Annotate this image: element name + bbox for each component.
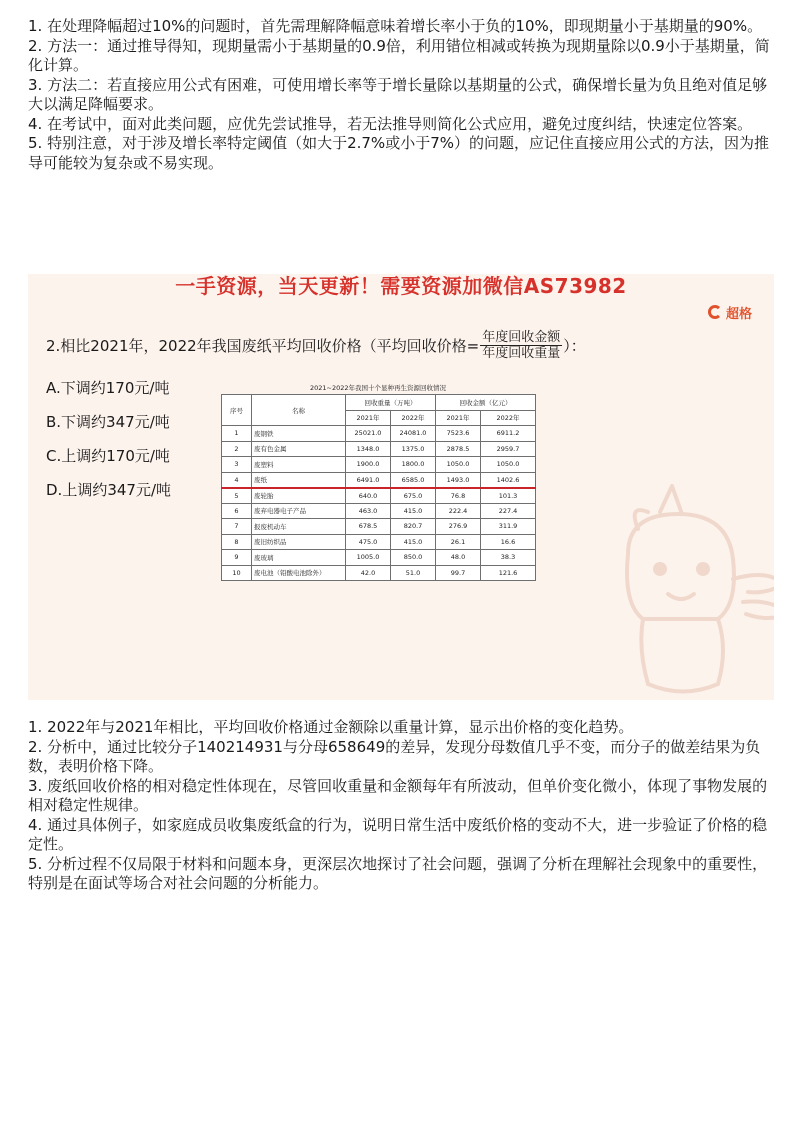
- table-row: [222, 472, 536, 488]
- table-cell: 25021.0: [346, 426, 391, 442]
- table-row: [222, 457, 536, 473]
- bottom-notes: [28, 718, 776, 894]
- table-cell: 227.4: [481, 503, 536, 519]
- table-cell: 121.6: [481, 565, 536, 581]
- option-b: B.下调约347元/吨: [46, 413, 170, 431]
- option-d: D.上调约347元/吨: [46, 481, 172, 499]
- header-year: 2022年: [481, 410, 536, 426]
- fraction-numerator: 年度回收金额: [482, 330, 561, 345]
- table-cell: 6911.2: [481, 426, 536, 442]
- table-cell: 51.0: [391, 565, 436, 581]
- table-cell: 1900.0: [346, 457, 391, 473]
- table-cell: 废有色金属: [252, 441, 346, 457]
- fraction-denominator: 年度回收重量: [482, 346, 561, 361]
- table-cell: 3: [222, 457, 252, 473]
- table-cell: 76.8: [436, 488, 481, 504]
- table-cell: 675.0: [391, 488, 436, 504]
- note-paragraph: 1. 在处理降幅超过10%的问题时，首先需理解降幅意味着增长率小于负的10%，即现期量小于基期量的90%。: [28, 17, 763, 35]
- table-cell: 463.0: [346, 503, 391, 519]
- note-paragraph: 4. 在考试中，面对此类问题，应优先尝试推导，若无法推导则简化公式应用，避免过度纠结，快速定位答案。: [28, 114, 753, 133]
- table-row: [222, 503, 536, 519]
- promo-banner: 一手资源，当天更新！需要资源加微信AS73982: [175, 274, 627, 298]
- question-stem: [46, 330, 586, 361]
- table-cell: 820.7: [391, 519, 436, 535]
- table-cell: 1050.0: [481, 457, 536, 473]
- table-row: [222, 519, 536, 535]
- table-cell: 38.3: [481, 550, 536, 566]
- option-a: A.下调约170元/吨: [46, 379, 170, 397]
- table-cell: 1005.0: [346, 550, 391, 566]
- table-cell: 24081.0: [391, 426, 436, 442]
- table-cell: 废轮胎: [252, 488, 346, 504]
- table-cell: 2959.7: [481, 441, 536, 457]
- question-prefix: 2.相比2021年，2022年我国废纸平均回收价格（平均回收价格=: [46, 337, 480, 355]
- table-cell: 2878.5: [436, 441, 481, 457]
- note-paragraph: 3. 废纸回收价格的相对稳定性体现在，尽管回收重量和金额每年有所波动，但单价变化微小，体现了事物发展的相对稳定性规律。: [28, 776, 768, 814]
- table-cell: 1800.0: [391, 457, 436, 473]
- logo-icon: [708, 305, 722, 319]
- note-paragraph: 2. 方法一：通过推导得知，现期量需小于基期量的0.9倍，利用错位相减或转换为现期量除以0.9小于基期量，简化计算。: [28, 36, 770, 74]
- data-table: [221, 394, 536, 581]
- table-cell: 1375.0: [391, 441, 436, 457]
- table-cell: 7: [222, 519, 252, 535]
- table-cell: 6585.0: [391, 472, 436, 488]
- note-paragraph: 5. 分析过程不仅局限于材料和问题本身，更深层次地探讨了社会问题，强调了分析在理解社会现象中的重要性，特别是在面试等场合对社会问题的分析能力。: [28, 854, 768, 892]
- question-suffix: ）：: [563, 337, 586, 355]
- recycling-table: [221, 382, 535, 581]
- top-notes: [28, 17, 776, 173]
- table-cell: 415.0: [391, 503, 436, 519]
- table-cell: 2: [222, 441, 252, 457]
- table-cell: 6: [222, 503, 252, 519]
- note-paragraph: 5. 特别注意，对于涉及增长率特定阈值（如大于2.7%或小于7%）的问题，应记住直接应用公式的方法，因为推导可能较为复杂或不易实现。: [28, 134, 769, 172]
- table-cell: 850.0: [391, 550, 436, 566]
- question-screenshot: [28, 274, 774, 700]
- formula-fraction: [480, 330, 562, 361]
- table-cell: 1348.0: [346, 441, 391, 457]
- table-cell: 678.5: [346, 519, 391, 535]
- table-cell: 1493.0: [436, 472, 481, 488]
- header-name: 名称: [252, 395, 346, 426]
- table-cell: 废钢铁: [252, 426, 346, 442]
- table-cell: 101.3: [481, 488, 536, 504]
- table-row: [222, 426, 536, 442]
- table-cell: 276.9: [436, 519, 481, 535]
- header-year: 2021年: [436, 410, 481, 426]
- table-row: [222, 550, 536, 566]
- note-paragraph: 1. 2022年与2021年相比，平均回收价格通过金额除以重量计算，显示出价格的变化趋势。: [28, 718, 634, 736]
- note-paragraph: 2. 分析中，通过比较分子140214931与分母658649的差异，发现分母数值几乎不变，而分子的做差结果为负数，表明价格下降。: [28, 737, 761, 775]
- table-title: 2021~2022年我国十个显种再生资源回收情况: [309, 384, 447, 392]
- note-paragraph: 4. 通过具体例子，如家庭成员收集废纸盒的行为，说明日常生活中废纸价格的变动不大，进一步验证了价格的稳定性。: [28, 815, 768, 853]
- table-cell: 640.0: [346, 488, 391, 504]
- table-cell: 报废机动车: [252, 519, 346, 535]
- table-cell: 415.0: [391, 534, 436, 550]
- table-cell: 311.9: [481, 519, 536, 535]
- header-index: 序号: [222, 395, 252, 426]
- table-cell: 废玻璃: [252, 550, 346, 566]
- table-cell: 7523.6: [436, 426, 481, 442]
- table-cell: 1050.0: [436, 457, 481, 473]
- table-cell: 5: [222, 488, 252, 504]
- brand-logo: [708, 302, 752, 322]
- table-cell: 废纸: [252, 472, 346, 488]
- header-year: 2022年: [391, 410, 436, 426]
- table-cell: 6491.0: [346, 472, 391, 488]
- table-cell: 16.6: [481, 534, 536, 550]
- table-row: [222, 565, 536, 581]
- header-amount: 回收金额（亿元）: [436, 395, 536, 411]
- table-cell: 99.7: [436, 565, 481, 581]
- table-cell: 475.0: [346, 534, 391, 550]
- table-cell: 废电池（铅酸电池除外）: [252, 565, 346, 581]
- table-body: [222, 426, 536, 581]
- table-cell: 9: [222, 550, 252, 566]
- table-cell: 废旧纺织品: [252, 534, 346, 550]
- header-weight: 回收重量（万吨）: [346, 395, 436, 411]
- table-cell: 222.4: [436, 503, 481, 519]
- table-cell: 4: [222, 472, 252, 488]
- table-row: [222, 488, 536, 504]
- table-cell: 48.0: [436, 550, 481, 566]
- table-cell: 1: [222, 426, 252, 442]
- table-cell: 42.0: [346, 565, 391, 581]
- table-cell: 废塑料: [252, 457, 346, 473]
- table-cell: 1402.6: [481, 472, 536, 488]
- table-cell: 10: [222, 565, 252, 581]
- answer-options: [46, 378, 171, 514]
- table-cell: 26.1: [436, 534, 481, 550]
- table-row: [222, 534, 536, 550]
- logo-text: 超格: [725, 306, 752, 322]
- note-paragraph: 3. 方法二：若直接应用公式有困难，可使用增长率等于增长量除以基期量的公式，确保增长量为负且绝对值足够大以满足降幅要求。: [28, 75, 768, 113]
- table-cell: 废弃电器电子产品: [252, 503, 346, 519]
- option-c: C.上调约170元/吨: [46, 447, 170, 465]
- header-year: 2021年: [346, 410, 391, 426]
- table-cell: 8: [222, 534, 252, 550]
- unicorn-mascot-watermark: [568, 484, 774, 700]
- table-row: [222, 441, 536, 457]
